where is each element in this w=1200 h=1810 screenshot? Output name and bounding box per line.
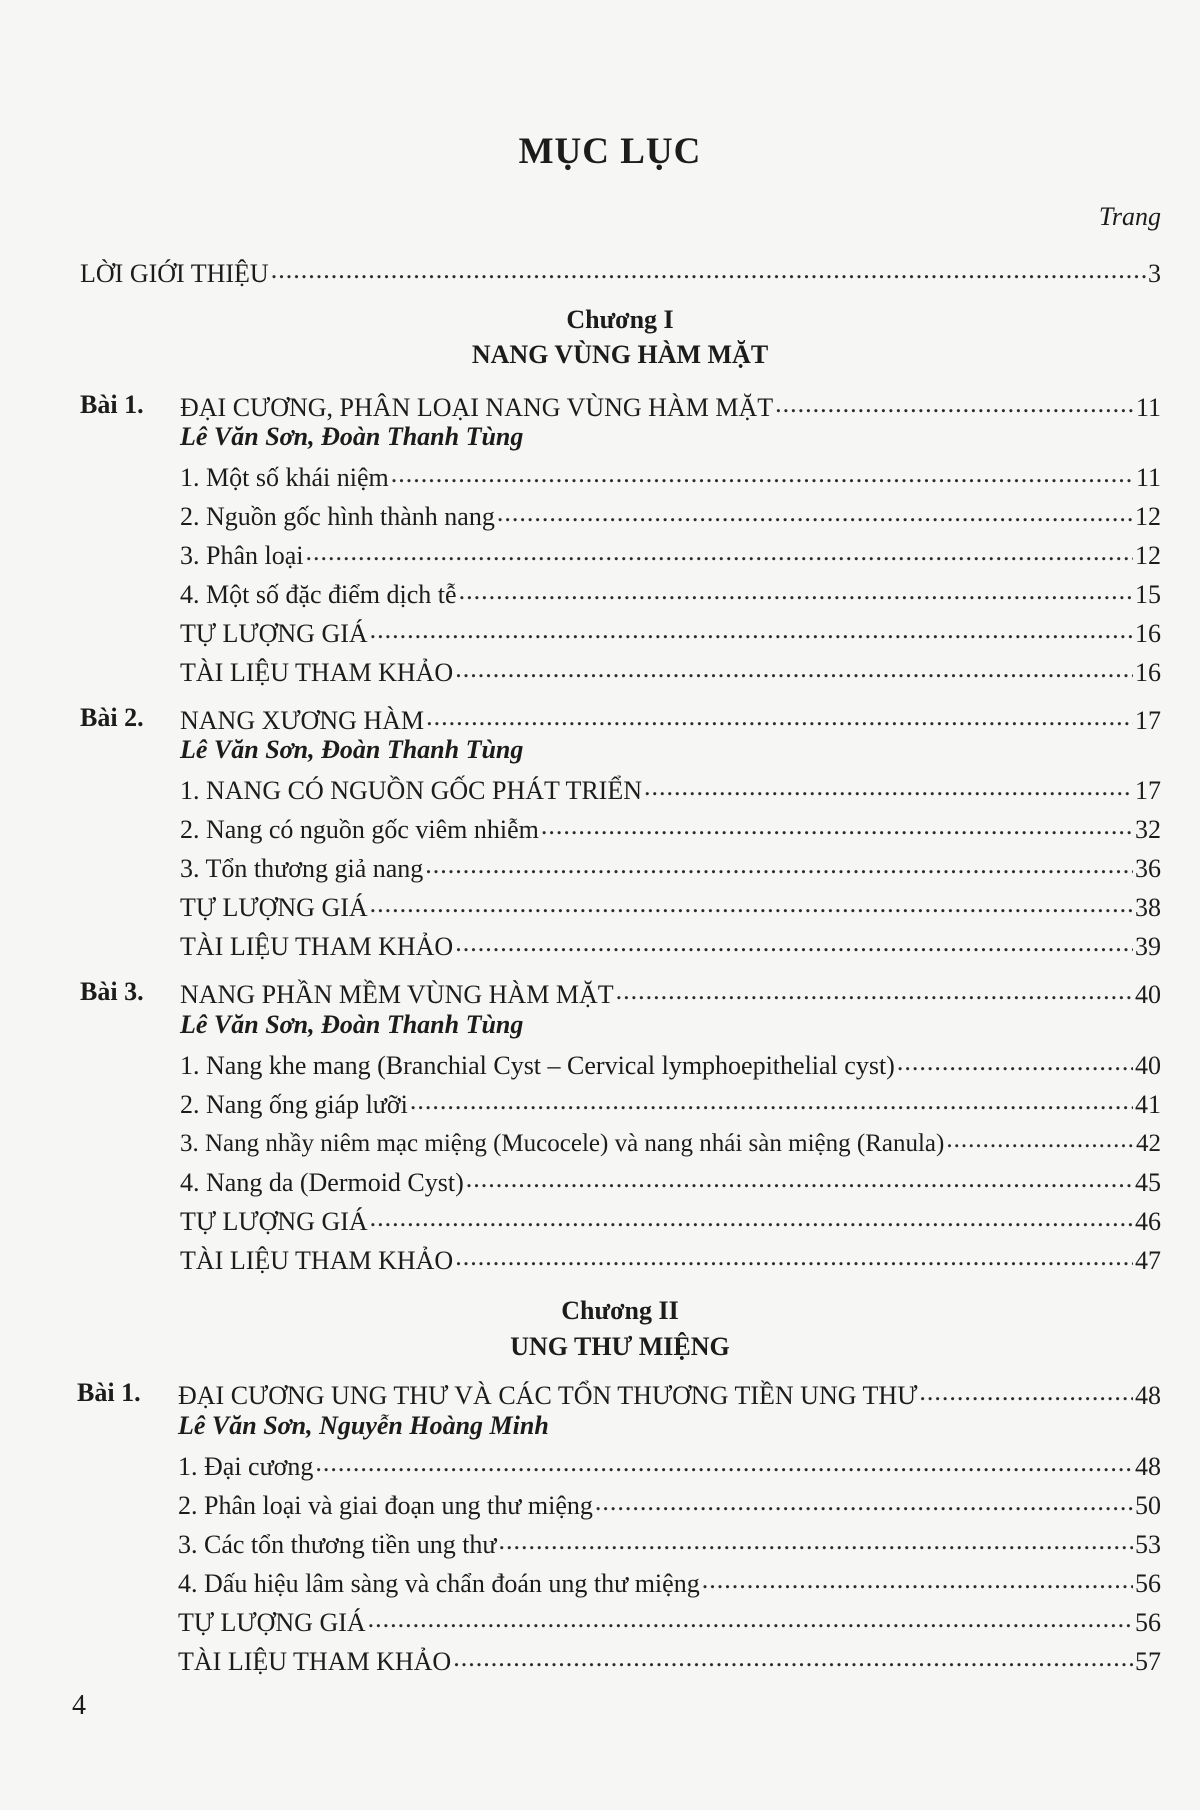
toc-entry-page: 56	[1135, 1569, 1161, 1598]
toc-entry[interactable]	[178, 1605, 1161, 1638]
toc-entry-label: 4. Một số đặc điểm dịch tễ	[180, 580, 457, 609]
dot-leader	[497, 499, 1133, 525]
lesson-number: Bài 1.	[80, 390, 144, 419]
toc-entry-lesson[interactable]	[178, 1378, 1161, 1411]
toc-entry[interactable]	[178, 1644, 1161, 1677]
lesson-number: Bài 3.	[80, 977, 144, 1006]
dot-leader	[455, 655, 1133, 681]
chapter-title: NANG VÙNG HÀM MẶT	[471, 340, 769, 369]
dot-leader	[775, 390, 1134, 416]
toc-entry-page: 36	[1135, 854, 1161, 883]
toc-entry-label: TỰ LƯỢNG GIÁ	[178, 1608, 366, 1637]
toc-entry-label: 2. Nang ống giáp lưỡi	[180, 1090, 408, 1119]
toc-entry-label: 1. NANG CÓ NGUỒN GỐC PHÁT TRIỂN	[180, 776, 642, 805]
dot-leader	[391, 460, 1134, 486]
toc-entry-page: 50	[1135, 1491, 1161, 1520]
toc-entry[interactable]	[180, 890, 1161, 923]
toc-entry-page: 46	[1135, 1207, 1161, 1236]
toc-entry-page: 41	[1135, 1090, 1161, 1119]
dot-leader	[455, 1243, 1133, 1269]
page-title: MỤC LỤC	[518, 131, 702, 172]
toc-entry-page: 48	[1135, 1381, 1161, 1410]
toc-entry[interactable]	[180, 460, 1161, 493]
toc-entry-label: 3. Các tổn thương tiền ung thư	[178, 1530, 497, 1559]
toc-entry[interactable]	[180, 1048, 1161, 1081]
toc-entry-label: TÀI LIỆU THAM KHẢO	[180, 1246, 454, 1275]
dot-leader	[455, 929, 1133, 955]
dot-leader	[616, 977, 1133, 1003]
toc-entry-page: 45	[1135, 1168, 1161, 1197]
toc-entry[interactable]	[180, 1165, 1161, 1198]
toc-entry-label: TỰ LƯỢNG GIÁ	[180, 1207, 368, 1236]
toc-entry-label: 2. Nang có nguồn gốc viêm nhiễm	[180, 815, 539, 844]
toc-entry-page: 17	[1135, 706, 1161, 735]
dot-leader	[370, 890, 1133, 916]
dot-leader	[426, 703, 1133, 729]
toc-entry-label: TÀI LIỆU THAM KHẢO	[178, 1647, 452, 1676]
toc-entry-label: 3. Tổn thương giả nang	[180, 854, 424, 883]
dot-leader	[370, 616, 1133, 642]
lesson-authors: Lê Văn Sơn, Đoàn Thanh Tùng	[180, 735, 524, 764]
dot-leader	[459, 577, 1133, 603]
toc-entry-page: 32	[1135, 815, 1161, 844]
dot-leader	[702, 1566, 1133, 1592]
toc-entry[interactable]	[180, 616, 1161, 649]
toc-entry-label: 1. Đại cương	[178, 1452, 314, 1481]
toc-entry-page: 40	[1135, 980, 1161, 1009]
toc-entry-label: TÀI LIỆU THAM KHẢO	[180, 658, 454, 687]
toc-entry-lesson[interactable]	[180, 703, 1161, 736]
dot-leader	[541, 812, 1133, 838]
toc-entry[interactable]	[178, 1527, 1161, 1560]
dot-leader	[453, 1644, 1133, 1670]
toc-entry-label: 3. Phân loại	[180, 541, 304, 570]
lesson-authors: Lê Văn Sơn, Nguyễn Hoàng Minh	[178, 1411, 549, 1440]
toc-entry[interactable]	[180, 577, 1161, 610]
toc-entry-page: 17	[1135, 776, 1161, 805]
toc-entry-page: 40	[1135, 1051, 1161, 1080]
page-number: 4	[72, 1690, 86, 1721]
toc-entry[interactable]	[180, 538, 1161, 571]
toc-entry-label: TÀI LIỆU THAM KHẢO	[180, 932, 454, 961]
toc-entry[interactable]	[180, 1243, 1161, 1276]
toc-entry-label: TỰ LƯỢNG GIÁ	[180, 619, 368, 648]
toc-entry-label: 2. Nguồn gốc hình thành nang	[180, 502, 495, 531]
dot-leader	[466, 1165, 1133, 1191]
toc-entry-label: 4. Dấu hiệu lâm sàng và chẩn đoán ung thư miệng	[178, 1569, 700, 1598]
lesson-authors: Lê Văn Sơn, Đoàn Thanh Tùng	[180, 422, 524, 451]
toc-entry-label: 1. Nang khe mang (Branchial Cyst – Cervical lymphoepithelial cyst)	[180, 1051, 895, 1080]
toc-entry-page: 11	[1135, 393, 1161, 422]
toc-entry[interactable]	[180, 499, 1161, 532]
toc-entry-label: ĐẠI CƯƠNG, PHÂN LOẠI NANG VÙNG HÀM MẶT	[180, 393, 774, 422]
toc-entry-page: 56	[1135, 1608, 1161, 1637]
toc-entry-label: TỰ LƯỢNG GIÁ	[180, 893, 368, 922]
toc-entry[interactable]	[180, 929, 1161, 962]
toc-entry-label: 2. Phân loại và giai đoạn ung thư miệng	[178, 1491, 593, 1520]
toc-entry-page: 39	[1135, 932, 1161, 961]
dot-leader	[368, 1605, 1133, 1631]
lesson-number: Bài 1.	[77, 1378, 141, 1407]
dot-leader	[306, 538, 1134, 564]
dot-leader	[644, 773, 1133, 799]
dot-leader	[410, 1087, 1133, 1113]
toc-entry-page: 48	[1135, 1452, 1161, 1481]
toc-entry-lesson[interactable]	[180, 977, 1161, 1010]
toc-entry-page: 53	[1135, 1530, 1161, 1559]
toc-entry-page: 16	[1135, 619, 1161, 648]
toc-entry-label: ĐẠI CƯƠNG UNG THƯ VÀ CÁC TỔN THƯƠNG TIỀN UNG THƯ	[178, 1381, 918, 1410]
toc-entry-label: LỜI GIỚI THIỆU	[80, 259, 269, 288]
dot-leader	[370, 1204, 1133, 1230]
toc-entry[interactable]	[180, 1204, 1161, 1237]
dot-leader	[897, 1048, 1133, 1074]
toc-entry-page: 11	[1135, 463, 1161, 492]
toc-entry-page: 38	[1135, 893, 1161, 922]
toc-entry[interactable]	[178, 1449, 1161, 1482]
dot-leader	[315, 1449, 1133, 1475]
chapter-label: Chương I	[566, 305, 674, 334]
toc-entry[interactable]	[180, 1126, 1161, 1158]
toc-entry-label: 1. Một số khái niệm	[180, 463, 389, 492]
dot-leader	[425, 851, 1133, 877]
toc-entry-page: 15	[1135, 580, 1161, 609]
toc-entry[interactable]	[180, 1087, 1161, 1120]
lesson-number: Bài 2.	[80, 703, 144, 732]
toc-entry[interactable]	[180, 812, 1161, 845]
toc-entry-page: 47	[1135, 1246, 1161, 1275]
chapter-title: UNG THƯ MIỆNG	[510, 1332, 730, 1361]
toc-entry-page: 3	[1148, 259, 1161, 288]
toc-entry-page: 42	[1136, 1130, 1161, 1157]
toc-entry-label: 3. Nang nhầy niêm mạc miệng (Mucocele) và nang nhái sàn miệng (Ranula)	[180, 1130, 945, 1157]
toc-entry-label: NANG XƯƠNG HÀM	[180, 706, 425, 735]
toc-entry-page: 57	[1135, 1647, 1161, 1676]
toc-entry[interactable]	[180, 773, 1161, 806]
toc-entry-page: 12	[1135, 502, 1161, 531]
toc-entry[interactable]	[180, 851, 1161, 884]
dot-leader	[271, 256, 1146, 282]
toc-entry-intro[interactable]	[80, 256, 1161, 289]
toc-entry-page: 12	[1135, 541, 1161, 570]
toc-entry[interactable]	[178, 1566, 1161, 1599]
dot-leader	[919, 1378, 1133, 1404]
toc-entry-page: 16	[1135, 658, 1161, 687]
dot-leader	[946, 1126, 1134, 1151]
page-column-label: Trang	[1098, 202, 1161, 231]
toc-entry[interactable]	[180, 655, 1161, 688]
toc-entry-label: 4. Nang da (Dermoid Cyst)	[180, 1168, 464, 1197]
toc-entry-lesson[interactable]	[180, 390, 1161, 423]
dot-leader	[595, 1488, 1133, 1514]
lesson-authors: Lê Văn Sơn, Đoàn Thanh Tùng	[180, 1010, 524, 1039]
toc-entry[interactable]	[178, 1488, 1161, 1521]
dot-leader	[499, 1527, 1133, 1553]
chapter-label: Chương II	[561, 1296, 679, 1325]
toc-entry-label: NANG PHẦN MỀM VÙNG HÀM MẶT	[180, 980, 614, 1009]
